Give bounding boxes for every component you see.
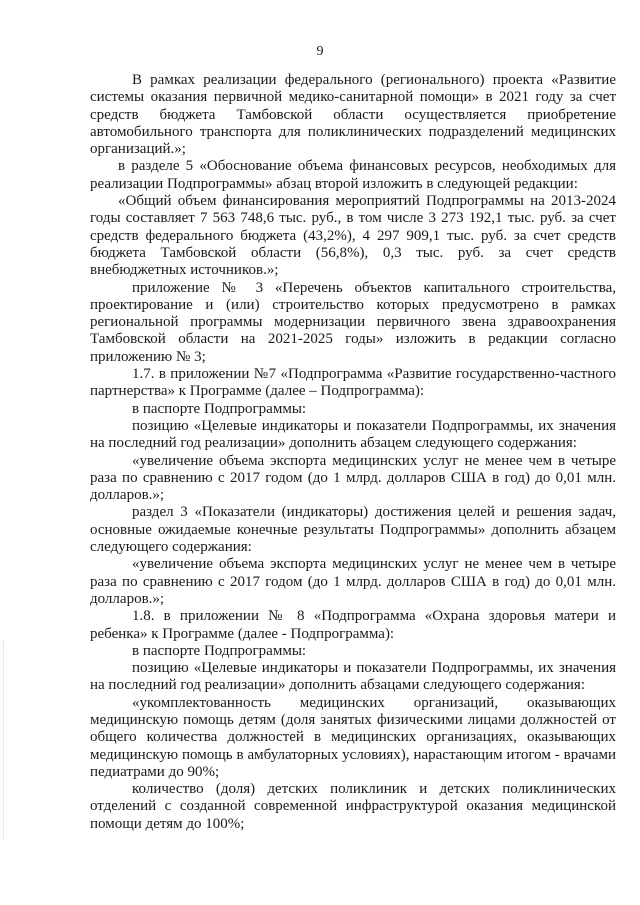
- paragraph: 1.7. в приложении №7 «Подпрограмма «Развитие государственно-частного партнерства» к Программе (далее – Подпрограмма):: [90, 366, 616, 400]
- paragraph: 1.8. в приложении № 8 «Подпрограмма «Охрана здоровья матери и ребенка» к Программе (далее - Подпрограмма):: [90, 608, 616, 642]
- paragraph: в разделе 5 «Обоснование объема финансовых ресурсов, необходимых для реализации Подпрограммы» абзац второй изложить в следующей редакции:: [90, 158, 616, 192]
- document-body: [90, 72, 616, 833]
- paragraph: «укомплектованность медицинских организаций, оказывающих медицинскую помощь детям (доля занятых физическими лицами должностей от общего количества должностей в медицинских организациях, оказывающих медицинскую помощь в амбулаторных условиях), нарастающим итогом - врачами педиатрами до 90%;: [90, 694, 616, 780]
- paragraph: в паспорте Подпрограммы:: [132, 400, 307, 417]
- paragraph: В рамках реализации федерального (регионального) проекта «Развитие системы оказания первичной медико-санитарной помощи» в 2021 году за счет средств бюджета Тамбовской области осуществляется приобретение автомобильного транспорта для поликлинических подразделений медицинских организаций.»;: [90, 72, 616, 158]
- paragraph: количество (доля) детских поликлиник и детских поликлинических отделений с созданной современной инфраструктурой оказания медицинской помощи детям до 100%;: [90, 781, 616, 832]
- paragraph: раздел 3 «Показатели (индикаторы) достижения целей и решения задач, основные ожидаемые конечные результаты Подпрограммы» дополнить абзацем следующего содержания:: [90, 504, 616, 556]
- paragraph: позицию «Целевые индикаторы и показатели Подпрограммы, их значения на последний год реализации» дополнить абзацами следующего содержания:: [90, 660, 616, 694]
- scan-edge-mark: [3, 640, 10, 840]
- paragraph: «увеличение объема экспорта медицинских услуг не менее чем в четыре раза по сравнению с 2017 годом (до 1 млрд. долларов США в год) до 0,01 млн. долларов.»;: [90, 452, 616, 504]
- paragraph: «Общий объем финансирования мероприятий Подпрограммы на 2013-2024 годы составляет 7 563 748,6 тыс. руб., в том числе 3 273 192,1 тыс. руб. за счет средств федерального бюджета (43,2%), 4 297 909,1 тыс. руб. за счет средств бюджета Тамбовской области (56,8%), 0,3 тыс. руб. за счет средств внебюджетных источников.»;: [90, 193, 616, 279]
- paragraph: «увеличение объема экспорта медицинских услуг не менее чем в четыре раза по сравнению с 2017 годом (до 1 млрд. долларов США в год) до 0,01 млн. долларов.»;: [90, 556, 616, 607]
- page-number: 9: [316, 44, 324, 59]
- paragraph: позицию «Целевые индикаторы и показатели Подпрограммы, их значения на последний год реализации» дополнить абзацем следующего содержания:: [90, 417, 616, 452]
- paragraph: приложение № 3 «Перечень объектов капитального строительства, проектирование и (или) строительство которых предусмотрено в рамках региональной программы модернизации первичного звена здравоохранения Тамбовской области на 2021-2025 годы» изложить в редакции согласно приложению № 3;: [90, 279, 616, 365]
- paragraph: в паспорте Подпрограммы:: [132, 642, 307, 659]
